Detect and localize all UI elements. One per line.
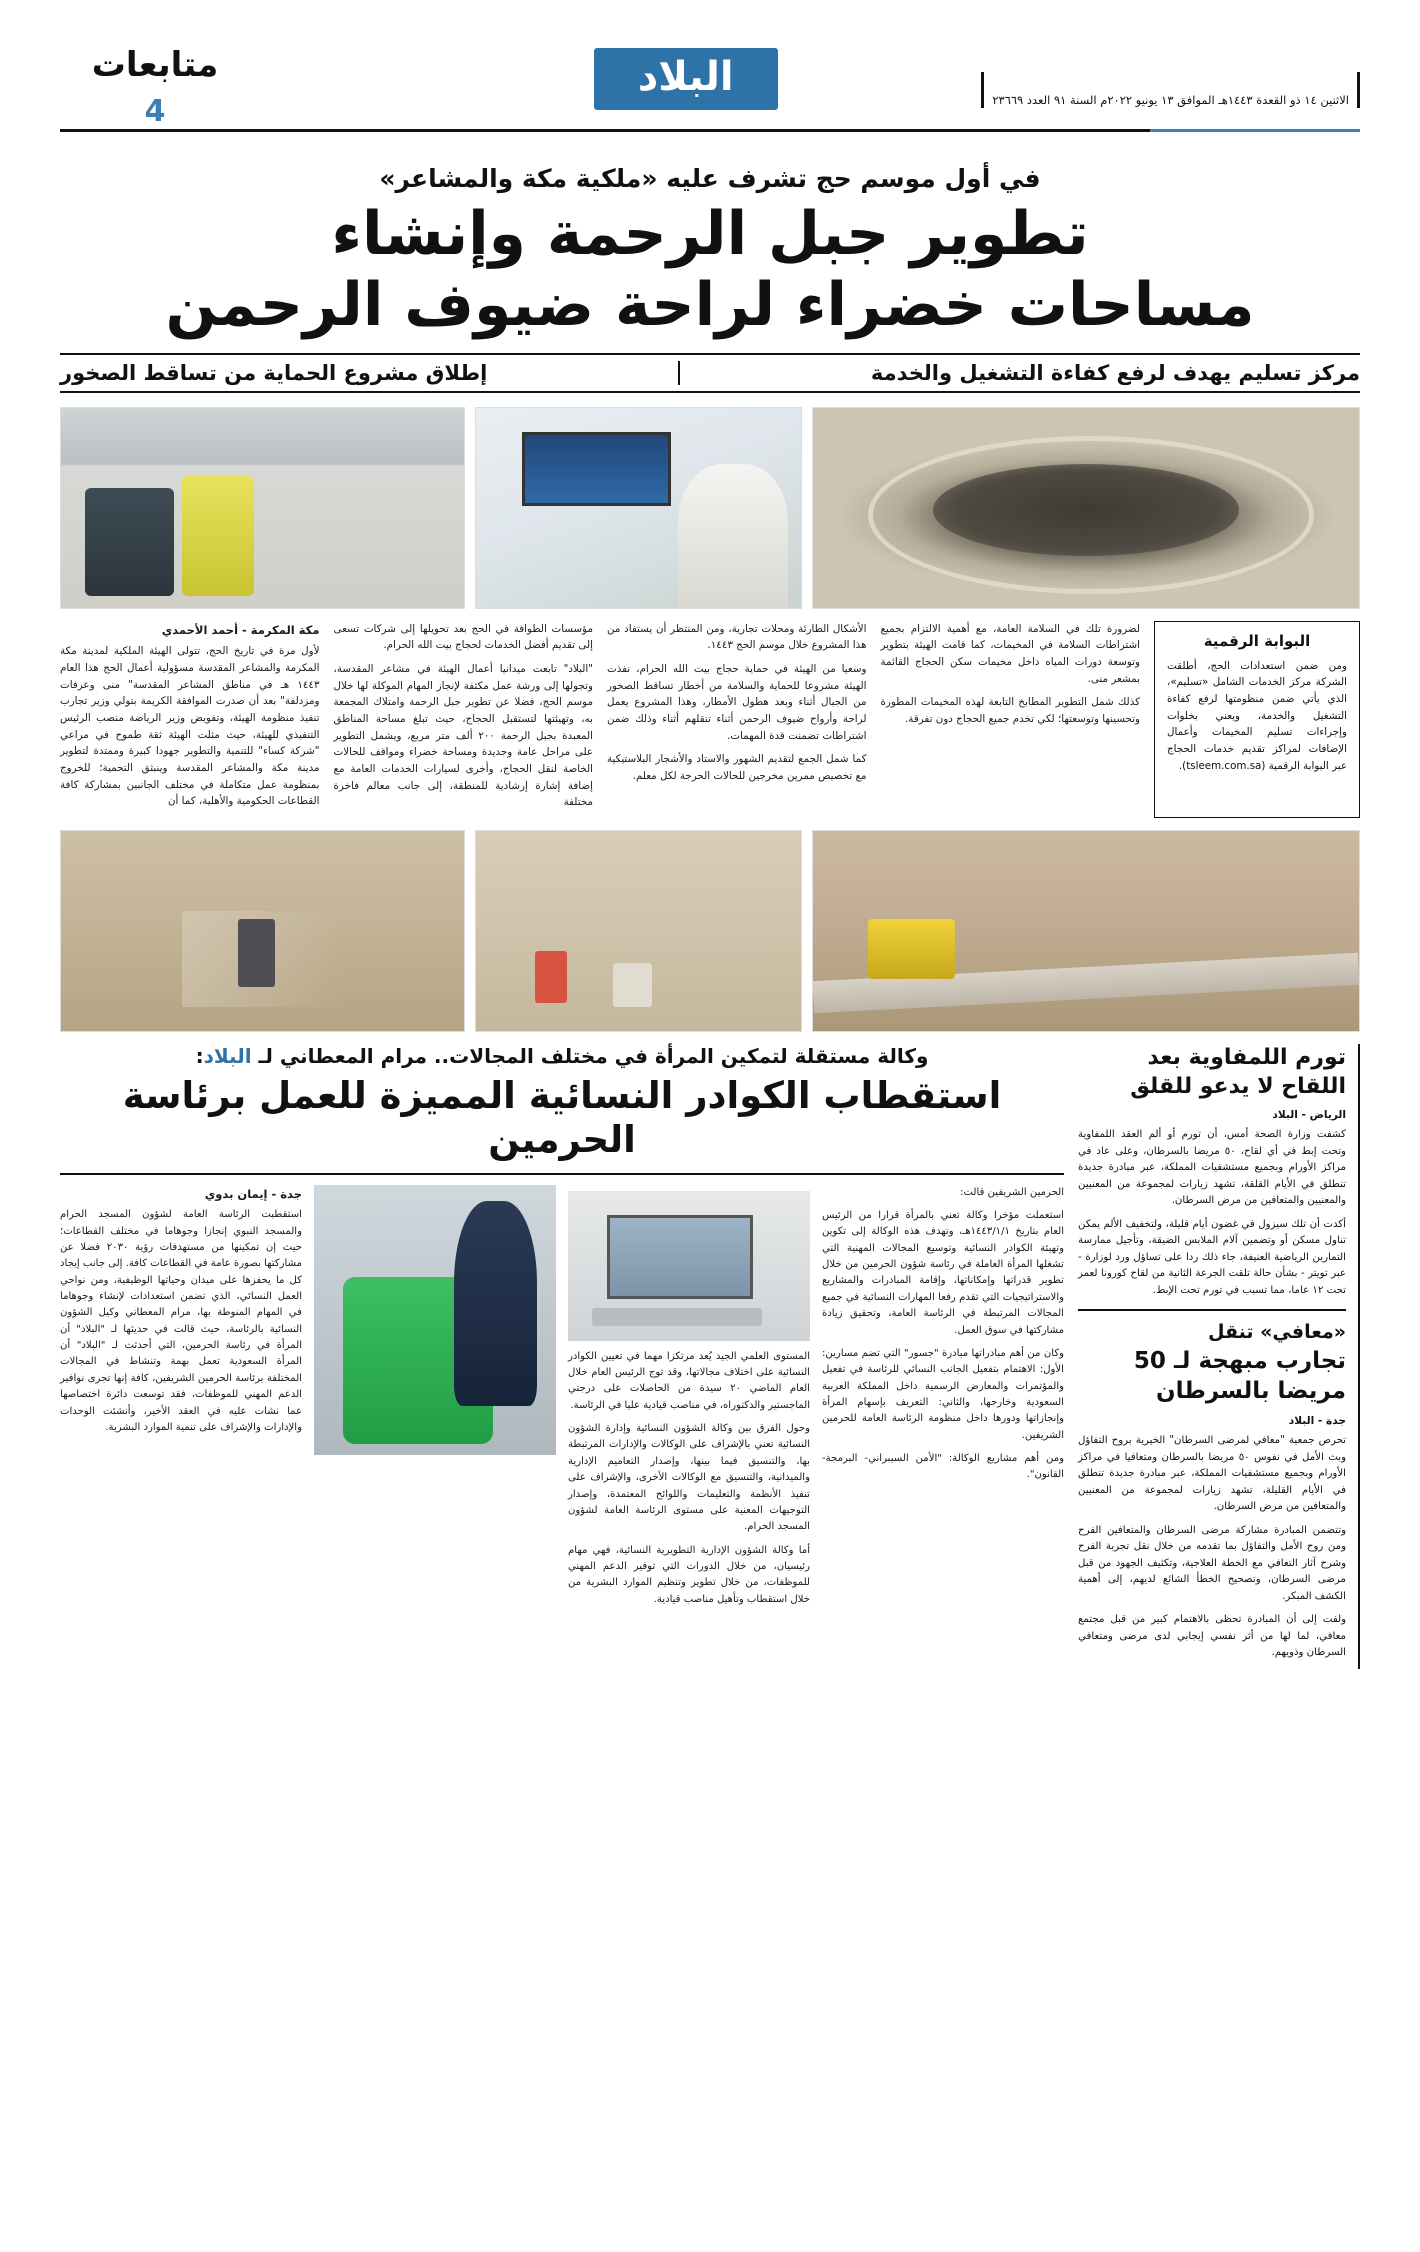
paragraph: كما شمل الجمع لتقديم الشهور والاستاد والأشجار البلاستيكية مع تخصيص ممرين مخرجين للحالات الحرجة لكل معلم. xyxy=(607,753,867,782)
logo-text: البلاد xyxy=(594,48,778,110)
sidebar-article1-headline xyxy=(1078,1044,1346,1101)
sidebar-divider xyxy=(1078,1309,1346,1311)
paragraph: وحول الفرق بين وكالة الشؤون النسائية وإدارة الشؤون النسائية تعني بالإشراف على الوكالات والإدارات المرتبطة بها، والتنسيق فيما بينها، وإصدار التعاميم الإدارية والميدانية، والتنسيق مع الوكالات الأخرى، والإشراف على تنفيذ الأنظمة والتعليمات واللوائح المعتمدة، وإصدار التوجيهات المعنية على مستوى الرئاسة العامة لشؤون المسجد الحرام. xyxy=(568,1423,810,1533)
lower-story-headline: استقطاب الكوادر النسائية المميزة للعمل برئاسة الحرمين xyxy=(60,1074,1064,1175)
headline-line-1: تجارب مبهجة لـ 50 xyxy=(1133,1348,1346,1375)
lower-section xyxy=(60,1044,1360,1669)
top-story-headline xyxy=(60,199,1360,341)
sidebar-article2-byline: جدة - البلاد xyxy=(1288,1415,1346,1428)
construction-site-excavator-photo xyxy=(812,830,1360,1032)
paragraph: المستوى العلمي الجيد يُعد مرتكزا مهما في تعيين الكوادر النسائية على اختلاف مجالاتها، وقد توج الرئيس العام خلال العام الماضي ٢٠ سيدة من الحاصلات على درجتي الماجستير والدكتوراه، في مناصب قيادية عليا في الرئاسة. xyxy=(568,1350,810,1411)
headline-line-2: اللقاح لا يدعو للقلق xyxy=(1130,1073,1346,1099)
paragraph: "البلاد" تابعت ميدانيا أعمال الهيئة في مشاعر المقدسة، وتجولها إلى ورشة عمل مكثفة لإنجاز المهام الموكلة لها خلال موسم الحج، فضلا عن تطوير جبل الرحمة وامتلاك المجمعة به، وتهيئتها لتستقبل الحجاج، حيث تبلغ مساحة المناطق المعبدة بجبل الرحمة ٢٠٠ ألف متر مربع، ويشمل التطوير على مراحل عامة وجديدة ومساحة خضراء ومواقف للحالات الخاصة لنقل الحجاج، وأخرى لسيارات الخدمات العامة مع إضافة إشارة إرشادية للمنطقة، إلى جانب معالم فاخرة مختلفة xyxy=(333,662,593,809)
paragraph: وسعيا من الهيئة في حماية حجاج بيت الله الحرام، نفذت الهيئة مشروعا للحماية والسلامة من أخطار تساقط الصخور من الجبال أثناء وبعد هطول الأمطار، وهذا المشروع يعمل لراحة وأرواح ضيوف الرحمن أثناء تنقلهم أثناء وذلك ضمن اشتراطات تضمنت قدة المهمات. xyxy=(607,662,867,742)
paragraph: وكان من أهم مبادراتها مبادرة "جسور" التي تضم مسارين: الأول: الاهتمام بتفعيل الجانب النسائي للرئاسة في تفعيل والمؤتمرات والمعارض الرسمية داخل المملكة العربية السعودية وخارجها، والثاني: التعريف بإسهام المرأة وإنجازاتها ودورها داخل منظومة الرئاسة العامة للحرمين الشريفين. xyxy=(822,1347,1064,1441)
meeting-room-photo xyxy=(475,407,802,609)
sidebar-column xyxy=(1078,1044,1360,1669)
warehouse-workers-photo xyxy=(60,407,465,609)
section-header xyxy=(60,45,250,129)
lower-story-columns xyxy=(60,1185,1064,1615)
subbar-right: إطلاق مشروع الحماية من تساقط الصخور xyxy=(60,360,488,385)
paragraph: وتتضمن المبادرة مشاركة مرضى السرطان والمتعافين الفرح ومن روح الأمل والتفاؤل بما تقدمه من خلال نقل تجربة الفرح وشرح آثار التعافي مع الخطة العلاجية، وتكثيف الجهود من قبل مرضى السرطان، وتصحيح الخطأ الشائع لديهم، إلى أهمية الكشف المبكر. xyxy=(1078,1524,1346,1602)
digital-gateway-sidebox xyxy=(1154,621,1360,818)
photo-row-top xyxy=(60,407,1360,609)
kicker-brand: البلاد xyxy=(203,1043,252,1068)
kicker-text: وكالة مستقلة لتمكين المرأة في مختلف المجالات.. مرام المعطاني لـ xyxy=(258,1043,929,1068)
site-inspection-team-photo xyxy=(60,830,465,1032)
sidebar-article2-kicker: «معافي» تنقل xyxy=(1208,1321,1346,1344)
lower-story-byline: جدة - إيمان بدوي xyxy=(204,1186,302,1201)
sidebar-article2-body xyxy=(1078,1433,1346,1662)
paragraph: مؤسسات الطوافة في الحج بعد تحويلها إلى شركات تسعى إلى تقديم أفضل الخدمات لحجاج بيت الله الحرام. xyxy=(333,622,593,652)
sidebar-article2-headline xyxy=(1078,1347,1346,1407)
kicker-suffix: : xyxy=(195,1043,204,1068)
sidebox-body: ومن ضمن استعدادات الحج، أطلقت الشركة مركز الخدمات الشامل «تسليم»، الذي يأتي ضمن منظومتها لرفع كفاءة التشغيل والخدمة، ويعني بخلوات وإجراءات تسليم المخيمات وأعمال الإضافات لمراكز تقديم خدمات الحجاج عبر البوابة الرقمية (tsleem.com.sa). xyxy=(1167,659,1347,772)
site-workers-rocks-photo xyxy=(475,830,802,1032)
newspaper-logo xyxy=(594,48,778,110)
paragraph: ومن أهم مشاريع الوكالة: "الأمن السيبراني- البرمجة- القانون". xyxy=(822,1452,1064,1481)
paragraph: أكدت أن تلك سيزول في غضون أيام قليلة، ولتخفيف الألم يمكن تناول مسكن أو وتضمين آلام الملابس الضيقة، وتأجيل ممارسة التمارين الرياضية العنيفة، جاء ذلك ردا على تساؤل ورد لوزارة - عبر تويتر - بشأن حالة تلقت الجرعة الثانية من لقاح كورونا لعمر تحت ١٢ عاما، مما تسبب في تورم تحت الإبط. xyxy=(1078,1218,1346,1296)
dateline: الاثنين ١٤ ذو القعدة ١٤٤٣هـ الموافق ١٣ يونيو ٢٠٢٢م السنة ٩١ العدد ٢٣٦٦٩ xyxy=(981,72,1360,108)
paragraph: استقطبت الرئاسة العامة لشؤون المسجد الحرام والمسجد النبوي إنجازا وجوهاما في مختلف القطاعات؛ حيث إن تمكينها من مستهدفات رؤية ٢٠٣٠ فضلا عن مشاركتها بصورة عامة في القطاعات كافة. إلى جانب إيجاد كل ما يحفزها على ميدان وحياتها الوظيفية، ومن نواحي العمل النسائي، الذي تضمن استعدادات لإنشاء وجوهاما في المهام المنوطة بها، مرام المعطاني وكيل الشؤون النسائية بالرئاسة، حيث قالت في حديثها لـ "البلاد" أن المرأة في رئاسة الحرمين، التي أحدثت لـ "البلاد" أن المرأة السعودية تعمل بهمة وتنشاط في المجالات المختلفة برئاسة الحرمين الشريفين، كافة إنها تجرى نوافير الدعم المهني للموظفات، فقد توسعت دائرة اختصاصها عما نشات عليه في العقد الأخير، وأنشئت الوحدات والإدارات والإشراف على تنمية الموارد البشرية. xyxy=(60,1209,302,1433)
top-column-3 xyxy=(607,621,867,818)
aerial-jabal-alrahma-photo xyxy=(812,407,1360,609)
sidebar-article1-body xyxy=(1078,1127,1346,1299)
woman-laptop-office-photo xyxy=(568,1191,810,1341)
headline-line-2: مساحات خضراء لراحة ضيوف الرحمن xyxy=(165,269,1255,340)
paragraph: لأول مرة في تاريخ الحج، تتولى الهيئة الملكية لمدينة مكة المكرمة والمشاعر المقدسة مسؤولية أعمال الحج هذا العام ١٤٤٣ هـ في مناطق المشاعر المقدسة" منى وعرفات ومزدلفة" بعد أن صدرت الموافقة الكريمة بتولي وزير تجارب تنفيذ منظومة الهيئة، وتفويض وزير الرياضة منصب الرئيس التنفيذي للهيئة، حيث مثلت الهيئة ثقة طموح في مراعي "شركة كساء" للتنمية والتطوير جهودا كبيرة وممتدة لتطوير مدينة مكة والمشاعر المقدسة وينبثق التحمية؛ للخروج بمنظومة عمل متكاملة في مختلف الجانبين بمشاركة كافة القطاعات الحكومية والأهلية، كما أن xyxy=(60,645,320,808)
sidebox-title: البوابة الرقمية xyxy=(1203,631,1311,650)
top-story-subbar xyxy=(60,353,1360,393)
paragraph: تحرص جمعية "معافي لمرضى السرطان" الخيرية بروح التفاؤل وبث الأمل في نفوس ٥٠ مريضا بالسرطان ومتعافيا في مراكز الأورام وبجميع مستشفيات المملكة، عبر مبادرة جديدة تنطلق في الأيام القليلة، تشهد زيارات لمجموعة من المعنيين والمتعافين من مرض السرطان. xyxy=(1078,1435,1346,1513)
paragraph: استعملت مؤخرا وكالة تعني بالمرأة قرارا من الرئيس العام بتاريخ ١٤٤٣/١/١هـ، وتهدف هذه الوكالة إلى تكوين وتهيئة الكوادر النسائية وتوسيع المجالات المهنية التي تشغلها المرأة العاملة في رئاسة شؤون الحرمين من خلال تطوير قدراتها وإمكاناتها، وإقامة المبادرات والمشاريع والاستراتيجيات التي تقدم رفعا المهارات النسائية في جميع المجالات المرتبطة في الرئاسة العامة، وتحقيق زيادة مشاركتها في سوق العمل. xyxy=(822,1210,1064,1336)
photo-row-second xyxy=(60,830,1360,1032)
paragraph: الحرمين الشريفين قالت: xyxy=(960,1186,1064,1198)
lower-story-kicker xyxy=(60,1044,1064,1068)
paragraph: لضرورة تلك في السلامة العامة، مع أهمية الالتزام بجميع اشتراطات السلامة في المخيمات، كما قامت الهيئة بتطوير وتوسعة دورات المياه داخل مخيمات سكن الحجاج القائمة بمشعر منى. xyxy=(880,622,1140,685)
headline-line-1: تورم اللمفاوية بعد xyxy=(1147,1044,1346,1070)
subbar-left: مركز تسليم يهدف لرفع كفاءة التشغيل والخدمة xyxy=(870,360,1360,385)
masthead xyxy=(0,0,1420,150)
top-column-4 xyxy=(881,621,1141,818)
paragraph: كذلك شمل التطوير المطابخ التابعة لهذه المخيمات المطورة وتحسينها وتوسعتها؛ لكي تخدم جميع الحجاج دون تفرقة. xyxy=(880,696,1140,725)
paragraph: أما وكالة الشؤون الإدارية التطويرية النسائية، فهي مهام رئيسيان، من خلال الدورات التي توفير الدعم المهني للموظفات، من خلال تطوير وتنظيم الموارد البشرية من خلال استقطاب وتأهيل مناصب قيادية. xyxy=(568,1544,810,1605)
sidebar-article1-byline: الرياض - البلاد xyxy=(1272,1109,1346,1122)
page-number: 4 xyxy=(144,94,166,129)
women-wheelchair-service-photo xyxy=(314,1185,556,1455)
paragraph: كشفت وزارة الصحة أمس، أن تورم أو ألم العقد اللمفاوية وتحت إبط في أي لقاح، ٥٠ مريضا بالسرطان، وعلى عاد في مراكز الأورام وبجميع مستشفيات المملكة، عبر مبادرة جديدة تنطلق في الأيام القلقة، تشهد زيارات لمجموعة من المعنيين والمعنيين والمتعافين من مرض السرطان. xyxy=(1078,1129,1346,1207)
lower-column-1 xyxy=(60,1185,302,1615)
lower-story xyxy=(60,1044,1064,1669)
headline-line-2: مريضا بالسرطان xyxy=(1155,1378,1346,1405)
top-story-kicker: في أول موسم حج تشرف عليه «ملكية مكة والمشاعر» xyxy=(379,164,1041,193)
paragraph: ولفت إلى أن المبادرة تحظى بالاهتمام كبير من قبل مجتمع معافي، لما لها من أثر نفسي إيجابي لدى مرضى ومتعافي السرطان وذويهم. xyxy=(1078,1614,1346,1659)
top-column-2 xyxy=(334,621,594,818)
top-column-1 xyxy=(60,621,320,818)
subbar-separator xyxy=(678,361,680,385)
top-story-byline: مكة المكرمة - أحمد الأحمدي xyxy=(161,622,320,637)
masthead-rule-accent xyxy=(1150,129,1360,132)
lower-column-3 xyxy=(822,1185,1064,1615)
lower-column-photo xyxy=(314,1185,556,1615)
paragraph: الأشكال الطارئة ومحلات تجارية، ومن المنتظر أن يستفاد من هذا المشروع خلال موسم الحج ١٤٤٣. xyxy=(607,622,867,652)
headline-line-1: تطوير جبل الرحمة وإنشاء xyxy=(331,199,1089,269)
section-label: متابعات xyxy=(91,45,219,85)
top-story-body xyxy=(60,621,1360,818)
lower-column-2 xyxy=(568,1185,810,1615)
